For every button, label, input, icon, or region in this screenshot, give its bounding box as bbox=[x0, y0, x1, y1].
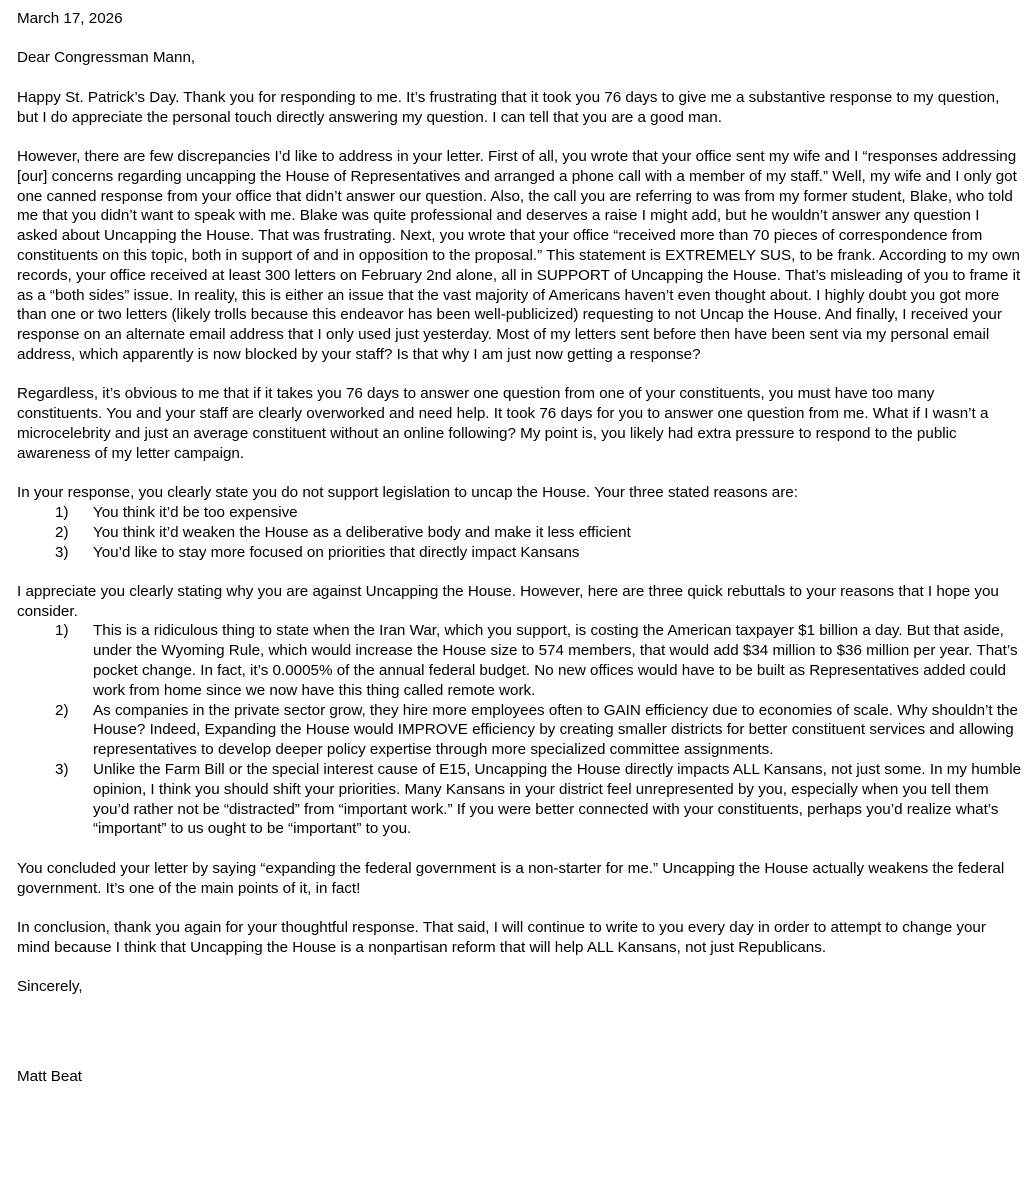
list-item-text: This is a ridiculous thing to state when the Iran War, which you support, is costing the American taxpayer $1 billion a day. But that aside, under the Wyoming Rule, which would increase the House size to 574 members, that would add $34 million to $36 million per year. That’s pocket change. In fact, it’s 0.0005% of the annual federal budget. No new offices would have to be built as Representatives added could work from home since we now have this thing called remote work. bbox=[93, 622, 1018, 699]
list-item-number: 1) bbox=[55, 503, 69, 521]
list-item-number: 1) bbox=[55, 622, 69, 640]
list-item bbox=[17, 701, 1023, 760]
list-item-text: You think it’d weaken the House as a deliberative body and make it less efficient bbox=[93, 523, 631, 541]
list-item-number: 3) bbox=[55, 761, 69, 779]
paragraph-6: You concluded your letter by saying “expanding the federal government is a non-starter for me.” Uncapping the House actually weakens the federal government. It’s one of the main points of it, in fact! bbox=[17, 859, 1005, 897]
list-item-number: 2) bbox=[55, 701, 69, 719]
rebuttals-list bbox=[17, 621, 1023, 839]
list-item-number: 2) bbox=[55, 523, 69, 541]
list-item-text: Unlike the Farm Bill or the special interest cause of E15, Uncapping the House directly impacts ALL Kansans, not just some. In my humble opinion, I think you should shift your priorities. Many Kansans in your district feel unrepresented by you, especially when you tell them you’d rather not be “distracted” from “important work.” If you were better connected with your constituents, perhaps you’d realize what’s “important” to us ought to be “important” to you. bbox=[93, 761, 1022, 838]
salutation: Dear Congressman Mann, bbox=[17, 49, 196, 67]
list-item bbox=[17, 621, 1023, 700]
paragraph-1: Happy St. Patrick’s Day. Thank you for responding to me. It’s frustrating that it took you 76 days to give me a substantive response to my question, but I do appreciate the personal touch directly answering my question. I can tell that you are a good man. bbox=[17, 88, 1000, 126]
paragraph-4: In your response, you clearly state you do not support legislation to uncap the House. Your three stated reasons are: bbox=[17, 484, 798, 502]
paragraph-2: However, there are few discrepancies I’d like to address in your letter. First of all, you wrote that your office sent my wife and I “responses addressing [our] concerns regarding uncapping the House of Representatives and arranged a phone call with a member of my staff.” Well, my wife and I only got one canned response from your office that didn’t answer our question. Also, the call you are referring to was from my former student, Blake, who told me that you didn’t want to speak with me. Blake was quite professional and deserves a raise I might add, but he wouldn’t answer any question I asked about Uncapping the House. That was frustrating. Next, you wrote that your office “received more than 70 pieces of correspondence from constituents on this topic, both in support of and in opposition to the proposal.” This statement is EXTREMELY SUS, to be frank. According to my own records, your office received at least 300 letters on February 2nd alone, all in SUPPORT of Uncapping the House. That’s misleading of you to frame it as a “both sides” issue. In reality, this is either an issue that the vast majority of Americans haven’t even thought about. I highly doubt you got more than one or two letters (likely trolls because this endeavor has been well-publicized) requesting to not Uncap the House. And finally, I received your response on an alternate email address that I only used just yesterday. Most of my letters sent before then have been sent via my personal email address, which apparently is now blocked by your staff? Is that why I am just now getting a response? bbox=[17, 147, 1021, 363]
reasons-list bbox=[17, 503, 1023, 562]
list-item bbox=[17, 543, 1023, 563]
list-item-text: You think it’d be too expensive bbox=[93, 503, 298, 521]
list-item bbox=[17, 523, 1023, 543]
paragraph-7: In conclusion, thank you again for your thoughtful response. That said, I will continue to write to you every day in order to attempt to change your mind because I think that Uncapping the House is a nonpartisan reform that will help ALL Kansans, not just Republicans. bbox=[17, 919, 986, 956]
list-item-text: You’d like to stay more focused on priorities that directly impact Kansans bbox=[93, 543, 580, 561]
closing: Sincerely, bbox=[17, 978, 83, 996]
signature-space bbox=[17, 997, 1023, 1067]
paragraph-5: I appreciate you clearly stating why you are against Uncapping the House. However, here are three quick rebuttals to your reasons that I hope you consider. bbox=[17, 582, 999, 620]
list-item bbox=[17, 503, 1023, 523]
list-item bbox=[17, 760, 1023, 839]
signature-name: Matt Beat bbox=[17, 1068, 82, 1086]
list-item-number: 3) bbox=[55, 543, 69, 561]
list-item-text: As companies in the private sector grow, they hire more employees often to GAIN efficiency due to economies of scale. Why shouldn’t the House? Indeed, Expanding the House would IMPROVE efficiency by creating smaller districts for better constituent services and allowing representatives to develop deeper policy expertise through more specialized committee assignments. bbox=[93, 701, 1018, 759]
letter-date: March 17, 2026 bbox=[17, 10, 123, 27]
paragraph-3: Regardless, it’s obvious to me that if it takes you 76 days to answer one question from one of your constituents, you must have too many constituents. You and your staff are clearly overworked and need help. It took 76 days for you to answer one question from me. What if I wasn’t a microcelebrity and just an average constituent without an online following? My point is, you likely had extra pressure to respond to the public awareness of my letter campaign. bbox=[17, 385, 989, 462]
